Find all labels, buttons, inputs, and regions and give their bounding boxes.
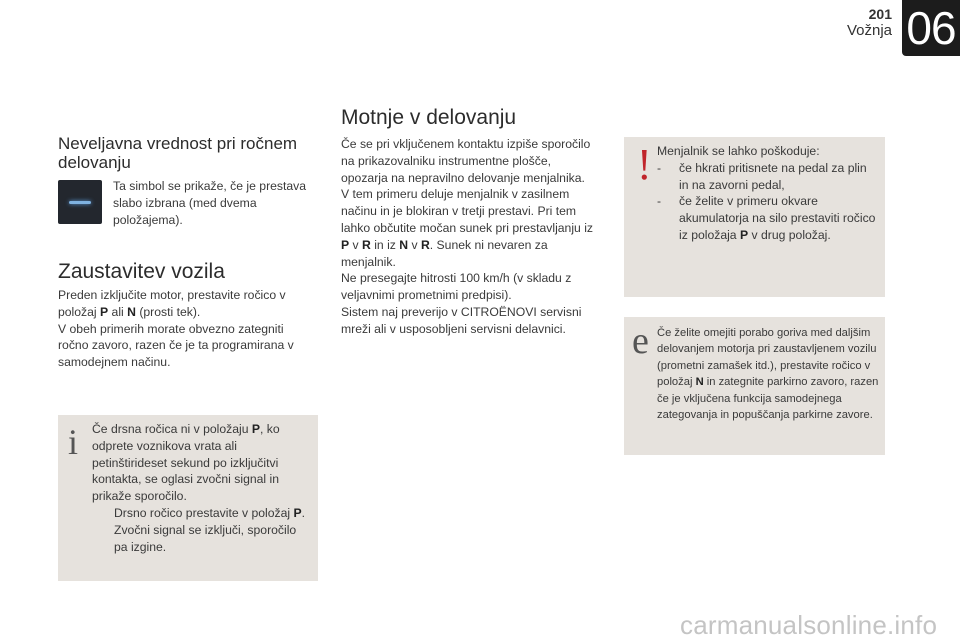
eco-panel [624,317,885,455]
info-panel [58,415,318,581]
warning-panel [624,137,885,297]
warning-item-1: - če hkrati pritisnete na pedal za plin in na zavorni pedal, [657,160,867,192]
info-icon: i [68,422,79,462]
info-bullet: Drsno ročico prestavite v položaj P. Zvočni signal se izključi, sporočilo pa izgine. [92,505,312,555]
page-number: 201 [868,6,892,22]
stopping-text: Preden izključite motor, prestavite ročico v položaj P ali N (prosti tek). V obeh primerih morate obvezno zategniti ročno zavoro, razen če je ta programirana v samodejnem načinu. [58,288,294,370]
section-title-malfunctions: Motnje v delovanju [341,106,517,129]
malfunctions-text: Če se pri vključenem kontaktu izpiše sporočilo na prikazovalniku instrumentne plošče, opozarja na nepravilno delovanje menjalnika. V tem primeru deluje menjalnik v zasilnem načinu in je blokiran v tretji prestavi. Pri tem lahko občutite močan sunek pri prestavljanju iz P v R in iz N v R. Sunek ni nevaren za menjalnik. Ne presegajte hitrosti 100 km/h (v skladu z veljavnimi prometnimi predpisi). Sistem naj preverijo v CITROËNOVI servisni mreži ali v usposobljeni servisni delavnici. [341,137,594,336]
info-panel-text: Če drsna ročica ni v položaju P, ko odprete voznikova vrata ali petinštirideset sekund po izključitvi kontakta, se oglasi zvočni signal in prikaže sporočilo. Drsno ročico prestavite v položaj P. Zvočni signal se izključi, sporočilo pa izgine. [92,421,312,555]
chapter-name: Vožnja [846,22,892,39]
warning-item-2: - če želite v primeru okvare akumulatorja na silo prestaviti ročico iz položaja P v drug položaj. [657,194,876,242]
chapter-tab: 06 [902,0,960,56]
eco-icon: e [632,320,649,362]
section-title-stopping: Zaustavitev vozila [58,260,225,283]
section-title-invalid-value: Neveljavna vrednost pri ročnem delovanju [58,134,298,172]
info-bullet-marker [92,505,114,555]
warning-icon: ! [637,140,652,189]
symbol-bar [69,201,91,204]
warning-intro: Menjalnik se lahko poškoduje: [657,144,820,158]
warning-panel-text [657,143,879,244]
invalid-value-text: Ta simbol se prikaže, če je prestava slabo izbrana (med dvema položajema). [113,179,307,227]
watermark: carmanualsonline.info [680,610,938,640]
eco-panel-text: Če želite omejiti porabo goriva med daljšim delovanjem motorja pri zaustavljenem vozilu (prometni zamašek itd.), prestavite ročico v položaj N in zategnite parkirno zavoro, razen če je vključena funkcija samodejnega zategovanja in popuščanja parkirne zavore. [657,327,879,422]
gear-error-symbol-icon [58,180,102,224]
